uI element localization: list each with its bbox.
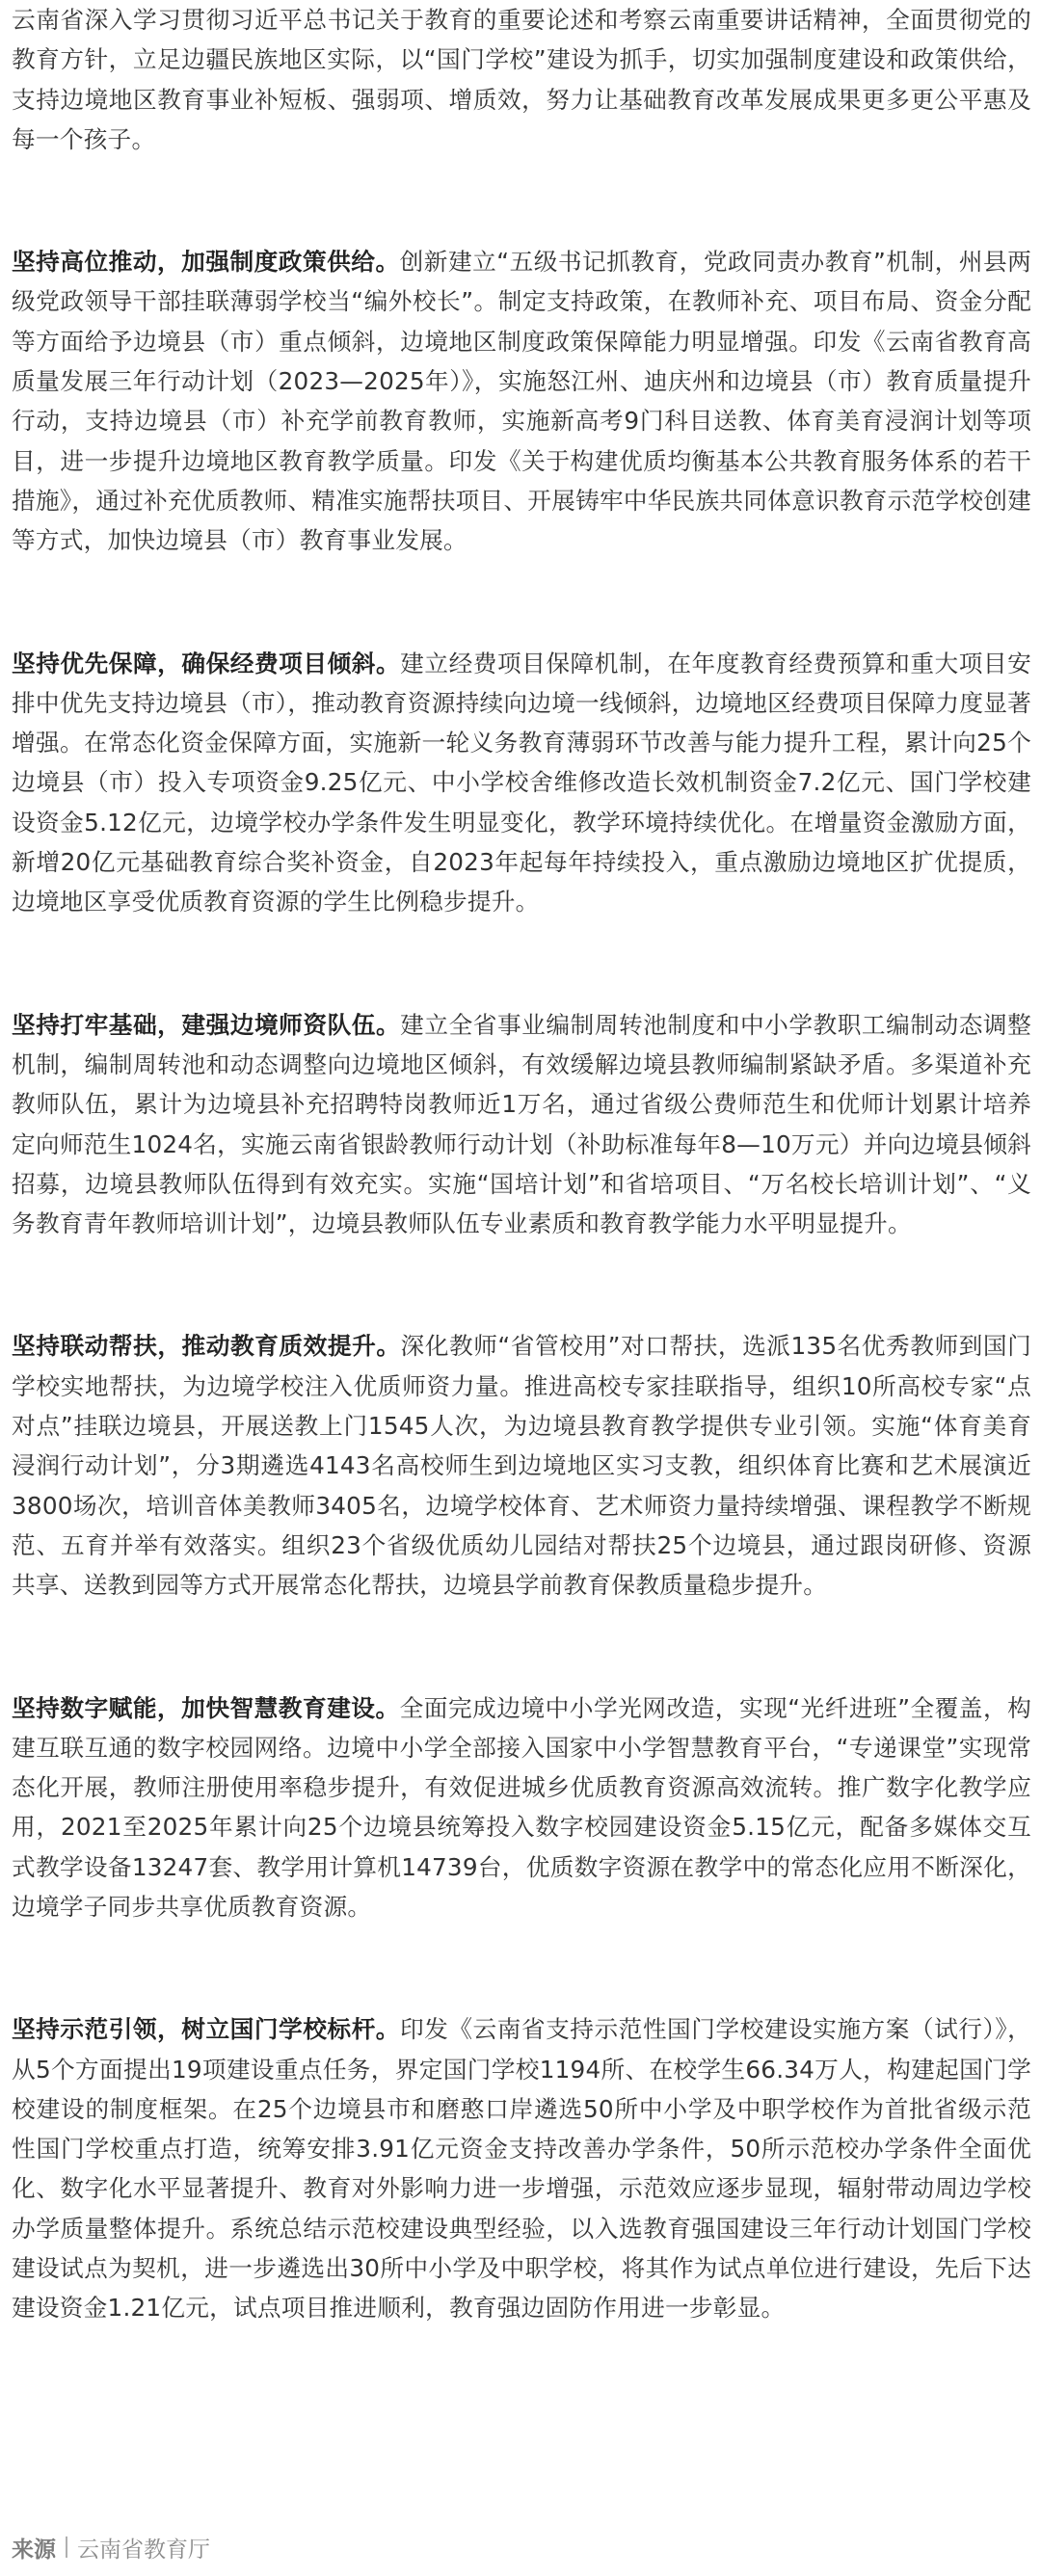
source-divider bbox=[66, 2536, 67, 2558]
section-paragraph-4 bbox=[12, 1326, 1031, 1605]
intro-paragraph: 云南省深入学习贯彻习近平总书记关于教育的重要论述和考察云南重要讲话精神，全面贯彻党的教育方针，立足边疆民族地区实际，以“国门学校”建设为抓手，切实加强制度建设和政策供给，支持边境地区教育事业补短板、强弱项、增质效，努力让基础教育改革发展成果更多更公平惠及每一个孩子。 bbox=[12, 6, 1031, 153]
section-body-1: 创新建立“五级书记抓教育，党政同责办教育”机制，州县两级党政领导干部挂联薄弱学校当“编外校长”。制定支持政策，在教师补充、项目布局、资金分配等方面给予边境县（市）重点倾斜，边境地区制度政策保障能力明显增强。印发《云南省教育高质量发展三年行动计划（2023—2025年）》，实施怒江州、迪庆州和边境县（市）教育质量提升行动，支持边境县（市）补充学前教育教师，实施新高考9门科目送教、体育美育浸润计划等项目，进一步提升边境地区教育教学质量。印发《关于构建优质均衡基本公共教育服务体系的若干措施》，通过补充优质教师、精准实施帮扶项目、开展铸牢中华民族共同体意识教育示范学校创建等方式，加快边境县（市）教育事业发展。 bbox=[12, 248, 1032, 555]
section-body-6: 印发《云南省支持示范性国门学校建设实施方案（试行）》，从5个方面提出19项建设重点任务，界定国门学校1194所、在校学生66.34万人，构建起国门学校建设的制度框架。在25个边境县市和磨憨口岸遴选50所中小学及中职学校作为首批省级示范性国门学校重点打造，统筹安排3.91亿元资金支持改善办学条件，50所示范校办学条件全面优化、数字化水平显著提升、教育对外影响力进一步增强，示范效应逐步显现，辐射带动周边学校办学质量整体提升。系统总结示范校建设典型经验，以入选教育强国建设三年行动计划国门学校建设试点为契机，进一步遴选出30所中小学及中职学校，将其作为试点单位进行建设，先后下达建设资金1.21亿元，试点项目推进顺利，教育强边固防作用进一步彰显。 bbox=[12, 2015, 1032, 2323]
section-lead-3: 坚持打牢基础，建强边境师资队伍。 bbox=[12, 1010, 401, 1039]
section-lead-5: 坚持数字赋能，加快智慧教育建设。 bbox=[12, 1693, 400, 1722]
section-lead-4: 坚持联动帮扶，推动教育质效提升。 bbox=[12, 1332, 401, 1361]
section-lead-2: 坚持优先保障，确保经费项目倾斜。 bbox=[12, 649, 401, 677]
section-body-3: 建立全省事业编制周转池制度和中小学教职工编制动态调整机制，编制周转池和动态调整向边境地区倾斜，有效缓解边境县教师编制紧缺矛盾。多渠道补充教师队伍，累计为边境县补充招聘特岗教师近1万名，通过省级公费师范生和优师计划累计培养定向师范生1024名，实施云南省银龄教师行动计划（补助标准每年8—10万元）并向边境县倾斜招募，边境县教师队伍得到有效充实。实施“国培计划”和省培项目、“万名校长培训计划”、“义务教育青年教师培训计划”，边境县教师队伍专业素质和教育教学能力水平明显提升。 bbox=[12, 1010, 1032, 1238]
section-body-5: 全面完成边境中小学光网改造，实现“光纤进班”全覆盖，构建互联互通的数字校园网络。边境中小学全部接入国家中小学智慧教育平台，“专递课堂”实现常态化开展，教师注册使用率稳步提升，有效促进城乡优质教育资源高效流转。推广数字化教学应用，2021至2025年累计向25个边境县统筹投入数字校园建设资金5.15亿元，配备多媒体交互式教学设备13247套、教学用计算机14739台，优质数字资源在教学中的常态化应用不断深化，边境学子同步共享优质教育资源。 bbox=[12, 1693, 1032, 1921]
section-lead-1: 坚持高位推动，加强制度政策供给。 bbox=[12, 248, 400, 277]
section-body-4: 深化教师“省管校用”对口帮扶，选派135名优秀教师到国门学校实地帮扶，为边境学校注入优质师资力量。推进高校专家挂联指导，组织10所高校专家“点对点”挂联边境县，开展送教上门1545人次，为边境县教育教学提供专业引领。实施“体育美育浸润行动计划”，分3期遴选4143名高校师生到边境地区实习支教，组织体育比赛和艺术展演近3800场次，培训音体美教师3405名，边境学校体育、艺术师资力量持续增强、课程教学不断规范、五育并举有效落实。组织23个省级优质幼儿园结对帮扶25个边境县，通过跟岗研修、资源共享、送教到园等方式开展常态化帮扶，边境县学前教育保教质量稳步提升。 bbox=[12, 1332, 1031, 1600]
section-paragraph-6 bbox=[12, 2009, 1031, 2327]
section-paragraph-5 bbox=[12, 1688, 1031, 1927]
article-body bbox=[12, 0, 1031, 2411]
source-label: 来源 bbox=[12, 2536, 56, 2563]
source-name: 云南省教育厅 bbox=[77, 2536, 210, 2563]
section-paragraph-2 bbox=[12, 644, 1031, 922]
section-lead-6: 坚持示范引领，树立国门学校标杆。 bbox=[12, 2015, 400, 2044]
source-line bbox=[12, 2531, 210, 2563]
section-body-2: 建立经费项目保障机制，在年度教育经费预算和重大项目安排中优先支持边境县（市），推动教育资源持续向边境一线倾斜，边境地区经费项目保障力度显著增强。在常态化资金保障方面，实施新一轮义务教育薄弱环节改善与能力提升工程，累计向25个边境县（市）投入专项资金9.25亿元、中小学校舍维修改造长效机制资金7.2亿元、国门学校建设资金5.12亿元，边境学校办学条件发生明显变化，教学环境持续优化。在增量资金激励方面，新增20亿元基础教育综合奖补资金，自2023年起每年持续投入，重点激励边境地区扩优提质，边境地区享受优质教育资源的学生比例稳步提升。 bbox=[12, 649, 1032, 916]
section-paragraph-1 bbox=[12, 242, 1031, 560]
section-paragraph-3 bbox=[12, 1005, 1031, 1244]
